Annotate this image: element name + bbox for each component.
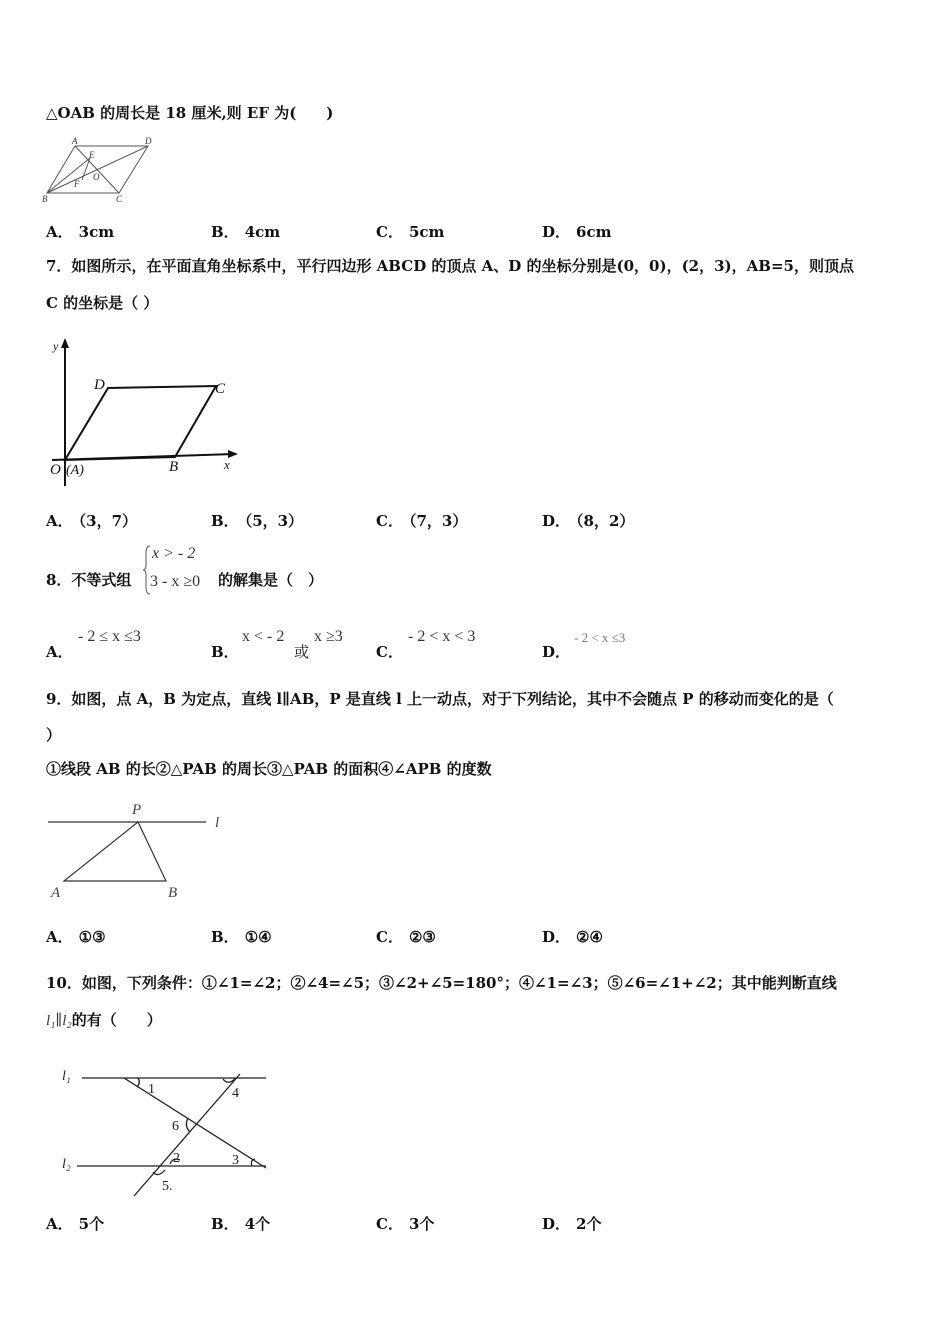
q10-option-c[interactable]	[376, 1213, 434, 1234]
q7-text-line2: C 的坐标是（ ）	[46, 294, 159, 312]
q6-option-c[interactable]	[376, 221, 444, 242]
q6-label-f: F	[74, 179, 80, 189]
q10-text-line2-rest: 的有（ ）	[71, 1011, 162, 1029]
q7-label-x: x	[224, 457, 230, 472]
q7-label-y: y	[53, 339, 59, 353]
q9-triangle-pab	[64, 822, 166, 881]
q7-label-o: O	[50, 462, 61, 478]
q9-option-c-text: ②③	[408, 928, 436, 946]
q10-option-a-label: A．	[46, 1215, 73, 1233]
q8-option-b-math1: x < - 2	[242, 628, 285, 645]
q7-label-d: D	[94, 377, 105, 393]
q8-system-line2: 3 - x ≥0	[150, 573, 201, 590]
q7-option-c[interactable]	[376, 510, 467, 531]
q9-option-c[interactable]	[376, 926, 436, 947]
q7-option-d[interactable]	[542, 510, 634, 531]
q10-arc-1	[137, 1078, 139, 1087]
q6-label-o: O	[93, 172, 100, 182]
q9-label-b: B	[168, 885, 178, 901]
q8-system-line1: x > - 2	[152, 545, 196, 562]
q6-option-d-text: 6cm	[576, 223, 612, 241]
q6-label-d: D	[145, 136, 152, 146]
q9-option-b-text: ①④	[244, 928, 272, 946]
q10-option-c-text: 3个	[408, 1215, 435, 1233]
q10-transversal-1	[124, 1078, 266, 1168]
q10-angle-6: 6	[172, 1119, 179, 1134]
q9-label-a: A	[51, 885, 61, 901]
q10-option-b-label: B．	[211, 1215, 239, 1233]
q7-label-c: C	[215, 381, 226, 397]
q10-angle-3: 3	[232, 1153, 239, 1168]
q7-coordinate-figure	[44, 336, 244, 488]
q8-option-a-label[interactable]: A．	[46, 643, 73, 661]
q6-option-a-text: 3cm	[78, 223, 115, 241]
q9-option-a-text: ①③	[78, 928, 106, 946]
q7-option-d-text: （8，2）	[576, 512, 635, 530]
q8-option-b-label[interactable]: B．	[211, 643, 239, 661]
q10-option-b[interactable]	[211, 1213, 270, 1234]
q8-option-b-or: 或	[294, 643, 310, 661]
q10-option-d-label: D．	[542, 1215, 571, 1233]
q6-parallelogram-figure	[42, 136, 157, 206]
q9-option-d[interactable]	[542, 926, 603, 947]
q6-text: △OAB 的周长是 18 厘米,则 EF 为( )	[46, 104, 334, 122]
q6-option-b-text: 4cm	[244, 223, 281, 241]
q10-text-line2	[46, 1009, 162, 1030]
q6-option-a-label: A．	[46, 223, 73, 241]
q9-text-line1: 9．如图，点 A，B 为定点，直线 l∥AB，P 是直线 l 上一动点，对于下列结论，其中不会随点 P 的移动而变化的是（	[46, 690, 834, 708]
q10-angle-2: 2	[173, 1151, 180, 1166]
q7-option-a-label: A．	[46, 512, 73, 530]
q7-option-a[interactable]	[46, 510, 137, 531]
q6-label-a: A	[72, 136, 78, 146]
q6-option-d-label: D．	[542, 223, 571, 241]
q10-angle-1: 1	[148, 1082, 155, 1097]
q8-option-a-math: - 2 ≤ x ≤3	[78, 628, 141, 645]
q10-option-d-text: 2个	[576, 1215, 602, 1233]
q9-option-b[interactable]	[211, 926, 272, 947]
q7-option-d-label: D．	[542, 512, 571, 530]
q7-label-b: B	[169, 459, 179, 475]
q6-label-c: C	[116, 194, 123, 204]
q6-option-c-text: 5cm	[408, 223, 445, 241]
q7-option-c-text: （7，3）	[408, 512, 468, 530]
q9-text-line2: ）	[46, 726, 62, 744]
q10-text-line1: 10．如图，下列条件：①∠1=∠2；②∠4=∠5；③∠2+∠5=180°；④∠1=∠3；⑤∠6=∠1+∠2；其中能判断直线	[46, 974, 837, 992]
q9-option-b-label: B．	[211, 928, 239, 946]
q7-option-b-text: （5，3）	[244, 512, 304, 530]
q9-triangle-figure	[44, 796, 234, 904]
q9-option-c-label: C．	[376, 928, 403, 946]
q8-option-d-math: - 2 < x ≤3	[574, 630, 626, 645]
q8-option-c-label[interactable]: C．	[376, 643, 403, 661]
q6-label-b: B	[42, 194, 48, 204]
q8-option-d-label[interactable]: D．	[542, 643, 571, 661]
q10-option-d[interactable]	[542, 1213, 601, 1234]
q6-label-e: E	[89, 150, 95, 160]
q8-option-c-math: - 2 < x < 3	[408, 628, 476, 645]
q7-option-b[interactable]	[211, 510, 303, 531]
q7-parallelogram	[65, 386, 216, 460]
q7-option-a-text: （3，7）	[78, 512, 138, 530]
q6-option-b-label: B．	[211, 223, 239, 241]
q10-option-a[interactable]	[46, 1213, 104, 1234]
q7-option-c-label: C．	[376, 512, 403, 530]
q10-option-a-text: 5个	[78, 1215, 105, 1233]
q9-label-p: P	[132, 802, 142, 818]
q9-option-a-label: A．	[46, 928, 73, 946]
q10-option-b-text: 4个	[244, 1215, 271, 1233]
q8-option-b-math2: x ≥3	[314, 628, 343, 645]
q6-option-b[interactable]	[211, 221, 280, 242]
q9-text-line3: ①线段 AB 的长②△PAB 的周长③△PAB 的面积④∠APB 的度数	[46, 760, 492, 778]
q10-angle-5: 5.	[162, 1179, 173, 1194]
q6-diagonal-bd	[47, 146, 148, 193]
q8-prefix: 8．不等式组	[46, 571, 132, 589]
q10-angle-4: 4	[232, 1086, 239, 1101]
q7-option-b-label: B．	[211, 512, 239, 530]
q9-option-a[interactable]	[46, 926, 106, 947]
q6-option-c-label: C．	[376, 223, 403, 241]
q7-label-a: (A)	[66, 463, 84, 478]
q10-l1-parallel-l2: l₁∥l₂	[46, 1013, 72, 1029]
q9-label-l: l	[215, 815, 220, 831]
q8-suffix: 的解集是（ ）	[218, 571, 324, 589]
q10-lines-figure	[52, 1060, 274, 1200]
q9-option-d-label: D．	[542, 928, 571, 946]
q10-option-c-label: C．	[376, 1215, 403, 1233]
q7-text-line1: 7．如图所示，在平面直角坐标系中，平行四边形 ABCD 的顶点 A、D 的坐标分别是(0，0)，(2，3)，AB=5，则顶点	[46, 257, 854, 275]
q9-option-d-text: ②④	[576, 928, 603, 946]
q6-option-d[interactable]	[542, 221, 611, 242]
q6-option-a[interactable]	[46, 221, 114, 242]
q10-label-l1: l₁	[62, 1069, 71, 1084]
q7-y-arrow	[61, 338, 69, 348]
q10-label-l2: l₂	[62, 1157, 71, 1172]
